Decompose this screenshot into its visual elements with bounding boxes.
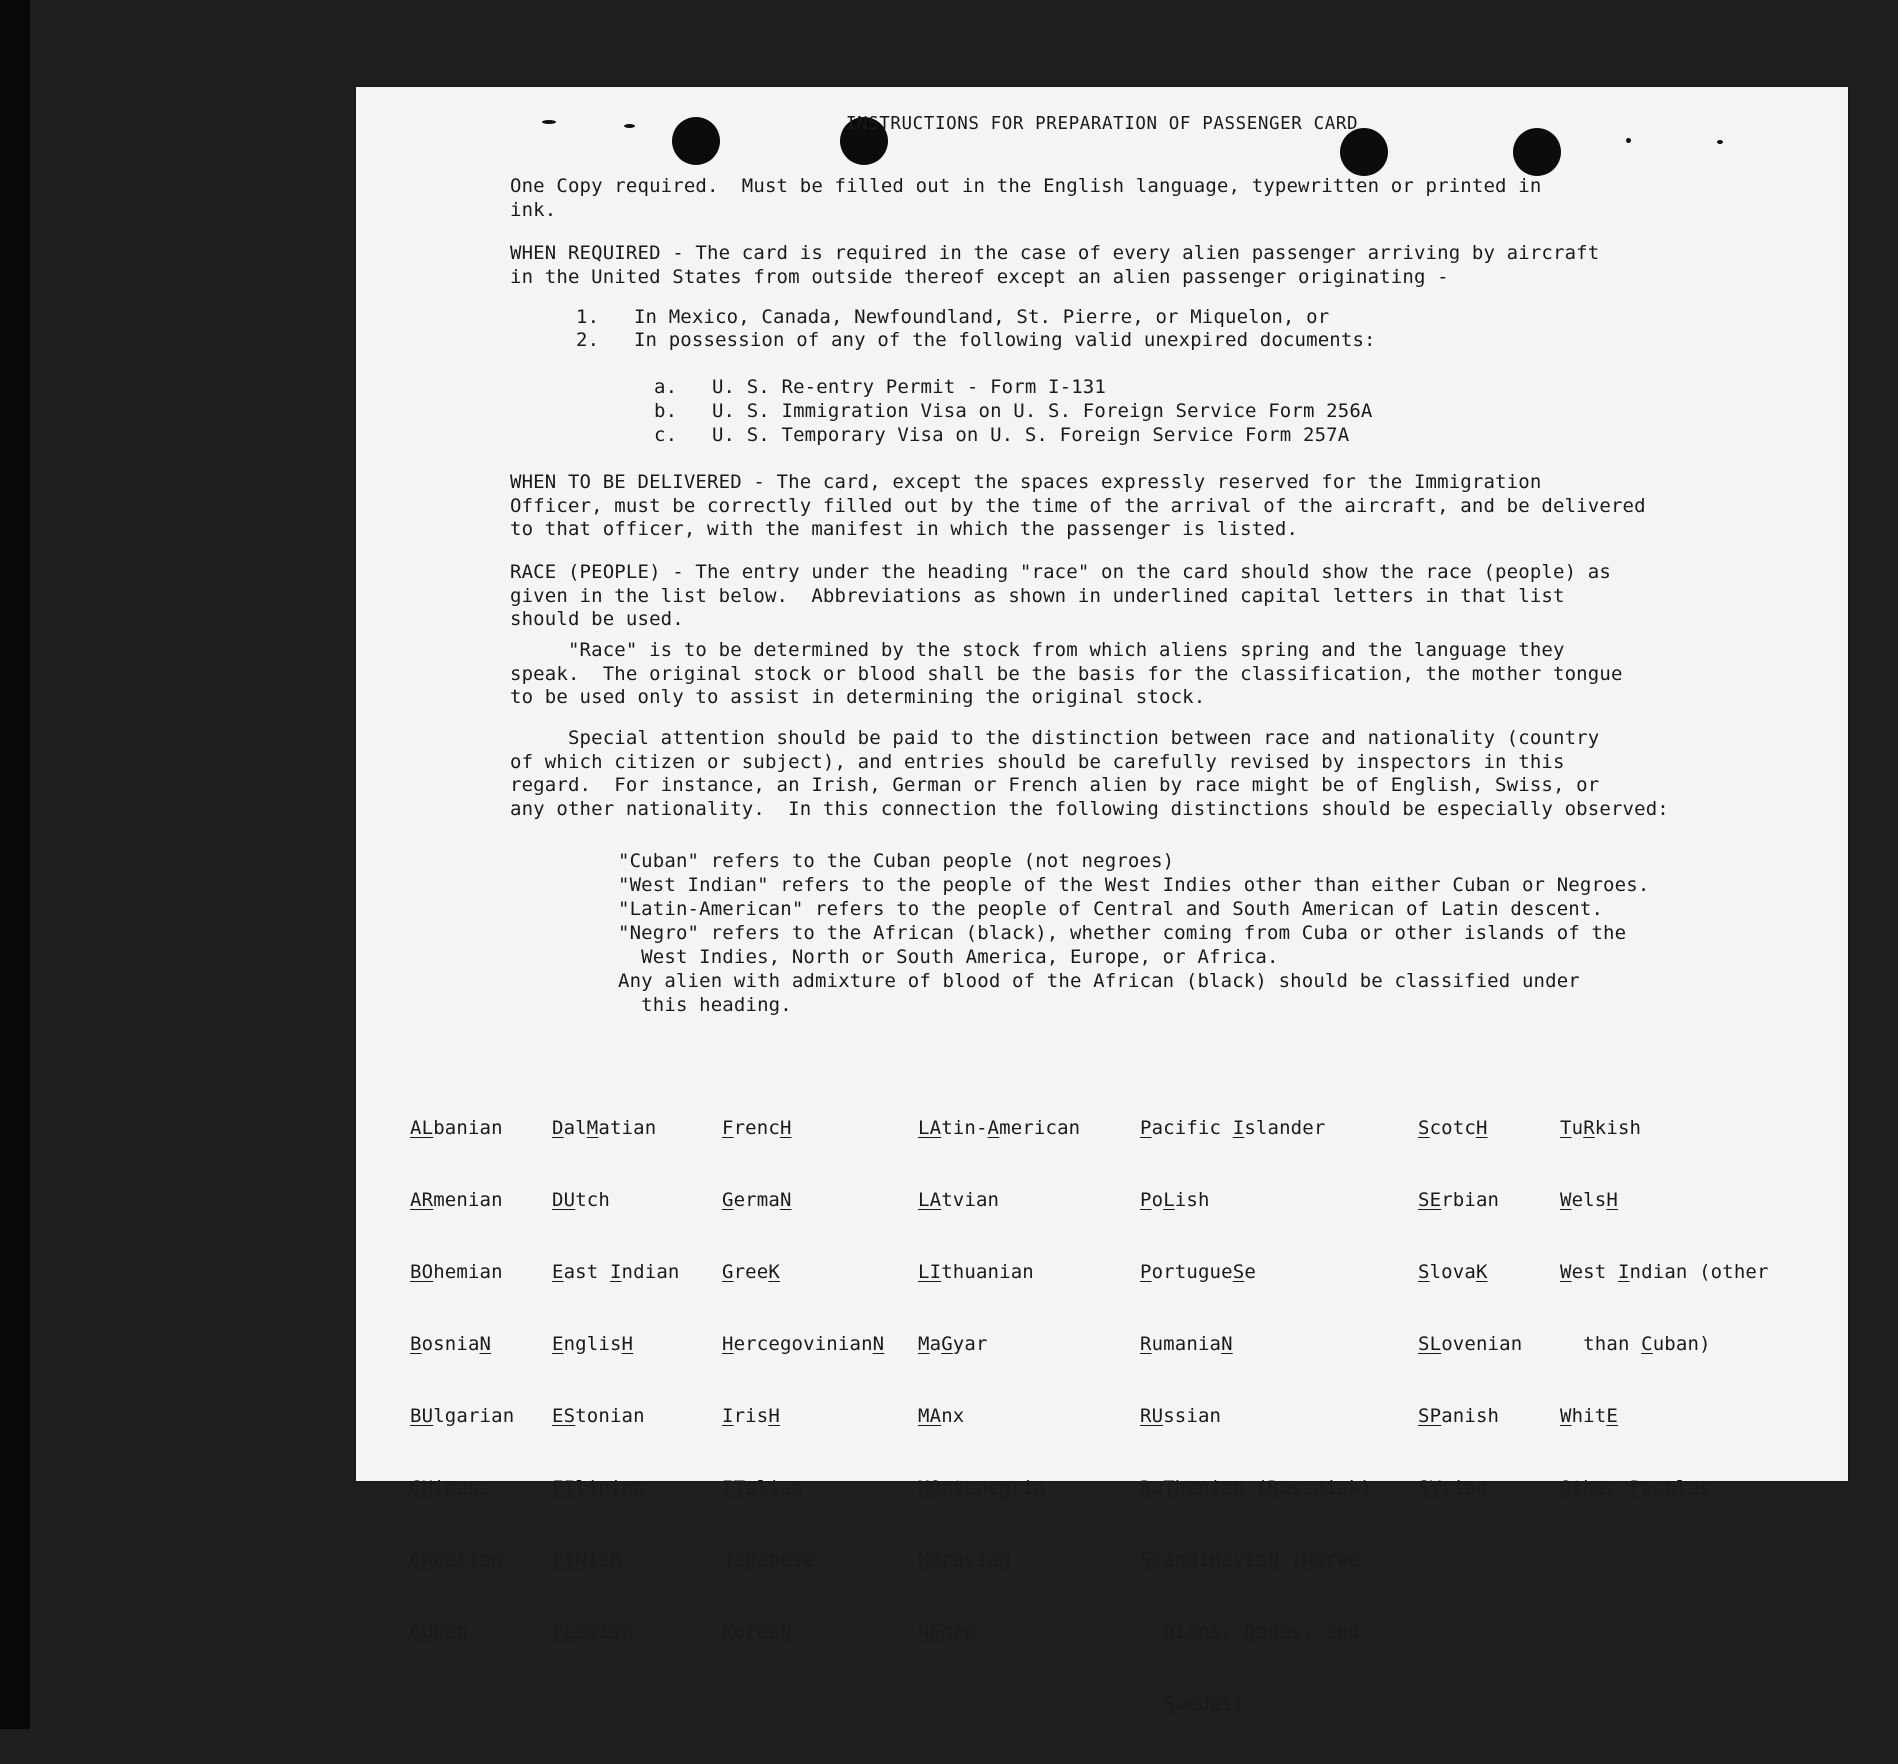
race-entry: MoraviaN [918,1549,1011,1571]
race-entry: Other Peoples [1560,1477,1711,1499]
race-entry: FLemish [552,1621,634,1643]
race-entry: than Cuban) [1560,1333,1711,1355]
race-column [1418,1068,1522,1548]
race-column [1140,1068,1372,1764]
condition-item: 2. In possession of any of the following valid unexpired documents: [576,329,1376,351]
smudge [1717,140,1723,144]
race-entry: EStonian [552,1405,645,1427]
race-entry: HercegovinianN [722,1333,885,1355]
race-column [722,1068,884,1692]
race-entry: FrencH [722,1117,792,1139]
race-entry: CRoatian [410,1549,503,1571]
race-entry: ITalian [722,1477,804,1499]
race-entry: RumaniaN [1140,1333,1233,1355]
race-entry: CUban [410,1621,468,1643]
condition-item: 1. In Mexico, Canada, Newfoundland, St. Pierre, or Miquelon, or [576,306,1330,328]
punch-hole [1513,128,1561,176]
copy-required-paragraph: One Copy required. Must be filled out in the English language, typewritten or printed in ink. [510,175,1542,221]
special-attention-paragraph: Special attention should be paid to the distinction between race and nationality (country of which citizen or subject), and entries should be carefully revised by inspectors in this regard. For instance, an Irish, German or French alien by race might be of English, Swiss, or any other nationality. In this connection the following distinctions should be especially observed: [510,727,1669,820]
race-column [918,1068,1080,1692]
race-entry: WhitE [1560,1405,1618,1427]
race-entry: ScandinaviaN (Norwe- [1140,1549,1372,1571]
race-entry: NEgro [918,1621,976,1643]
smudge [1626,138,1631,143]
race-entry: FIlipino [552,1477,645,1499]
race-entry: MAnx [918,1405,965,1427]
when-required-paragraph: WHEN REQUIRED - The card is required in the case of every alien passenger arriving by aircraft in the United States from outside thereof except an alien passenger originating - [510,242,1600,288]
race-entry: JaPanese [722,1549,815,1571]
race-entry: GermaN [722,1189,792,1211]
when-delivered-paragraph: WHEN TO BE DELIVERED - The card, except the spaces expressly reserved for the Immigration Officer, must be correctly filled out by the time of the arrival of the aircraft, and be delivered to that officer, with the manifest in which the passenger is listed. [510,471,1646,540]
race-definition-paragraph: "Race" is to be determined by the stock from which aliens spring and the language they speak. The original stock or blood shall be the basis for the classification, the mother tongue to be used only to assist in determining the original stock. [510,639,1623,708]
race-entry: RUssian [1140,1405,1222,1427]
document-item: c. U. S. Temporary Visa on U. S. Foreign Service Form 257A [654,424,1350,446]
race-entry: SErbian [1418,1189,1500,1211]
race-column [1560,1068,1769,1548]
race-entry: West Indian (other [1560,1261,1769,1283]
race-column [410,1068,514,1692]
race-entry: BOhemian [410,1261,503,1283]
race-entry: MOntenegrin [918,1477,1046,1499]
race-entry: East Indian [552,1261,680,1283]
race-entry: CHinese [410,1477,492,1499]
race-entry: ALbanian [410,1117,503,1139]
race-entry: PortugueSe [1140,1261,1256,1283]
document-item: b. U. S. Immigration Visa on U. S. Foreign Service Form 256A [654,400,1373,422]
race-entry: IrisH [722,1405,780,1427]
race-entry: PoLish [1140,1189,1210,1211]
document-item: a. U. S. Re-entry Permit - Form I-131 [654,376,1106,398]
page-title: INSTRUCTIONS FOR PREPARATION OF PASSENGER CARD [845,114,1359,134]
race-entry: KoreaN [722,1621,792,1643]
punch-hole [1340,128,1388,176]
race-entry: Pacific Islander [1140,1117,1326,1139]
race-entry: EnglisH [552,1333,634,1355]
race-entry: Swedes) [1163,1693,1245,1715]
race-entry: DalMatian [552,1117,657,1139]
race-people-paragraph: RACE (PEOPLE) - The entry under the heading "race" on the card should show the race (people) as given in the list below. Abbreviations as shown in underlined capital letters in that list should be used. [510,561,1611,630]
instruction-sheet [356,87,1848,1715]
race-entry: gians, Danes, and [1140,1621,1361,1643]
race-entry: LAtvian [918,1189,1000,1211]
race-entry: SPanish [1418,1405,1500,1427]
race-entry: SLovenian [1418,1333,1523,1355]
race-entry: FINish [552,1549,622,1571]
race-entry: BUlgarian [410,1405,515,1427]
race-entry: SlovaK [1418,1261,1488,1283]
race-entry: ScotcH [1418,1117,1488,1139]
distinctions-list: "Cuban" refers to the Cuban people (not negroes) "West Indian" refers to the people of the West Indies other than either Cuban or Negroes. "Latin-American" refers to the people of Central and South American of Latin descent. "Negro" refers to the African (black), whether coming from Cuba or other islands of the West Indies, North or South America, Europe, or Africa. Any alien with admixture of blood of the African (black) should be classified under this heading. [618,850,1650,1016]
race-column [552,1068,680,1692]
race-entry: WelsH [1560,1189,1618,1211]
race-entry: ARmenian [410,1189,503,1211]
race-entry: RuThenian (Russniak) [1140,1477,1372,1499]
film-edge [0,0,30,1729]
race-entry: MaGyar [918,1333,988,1355]
race-entry: SYrian [1418,1477,1488,1499]
race-entry: BosniaN [410,1333,492,1355]
race-entry: LIthuanian [918,1261,1034,1283]
race-entry: DUtch [552,1189,610,1211]
race-entry: LAtin-American [918,1117,1081,1139]
race-entry: TuRkish [1560,1117,1642,1139]
race-entry: GreeK [722,1261,780,1283]
